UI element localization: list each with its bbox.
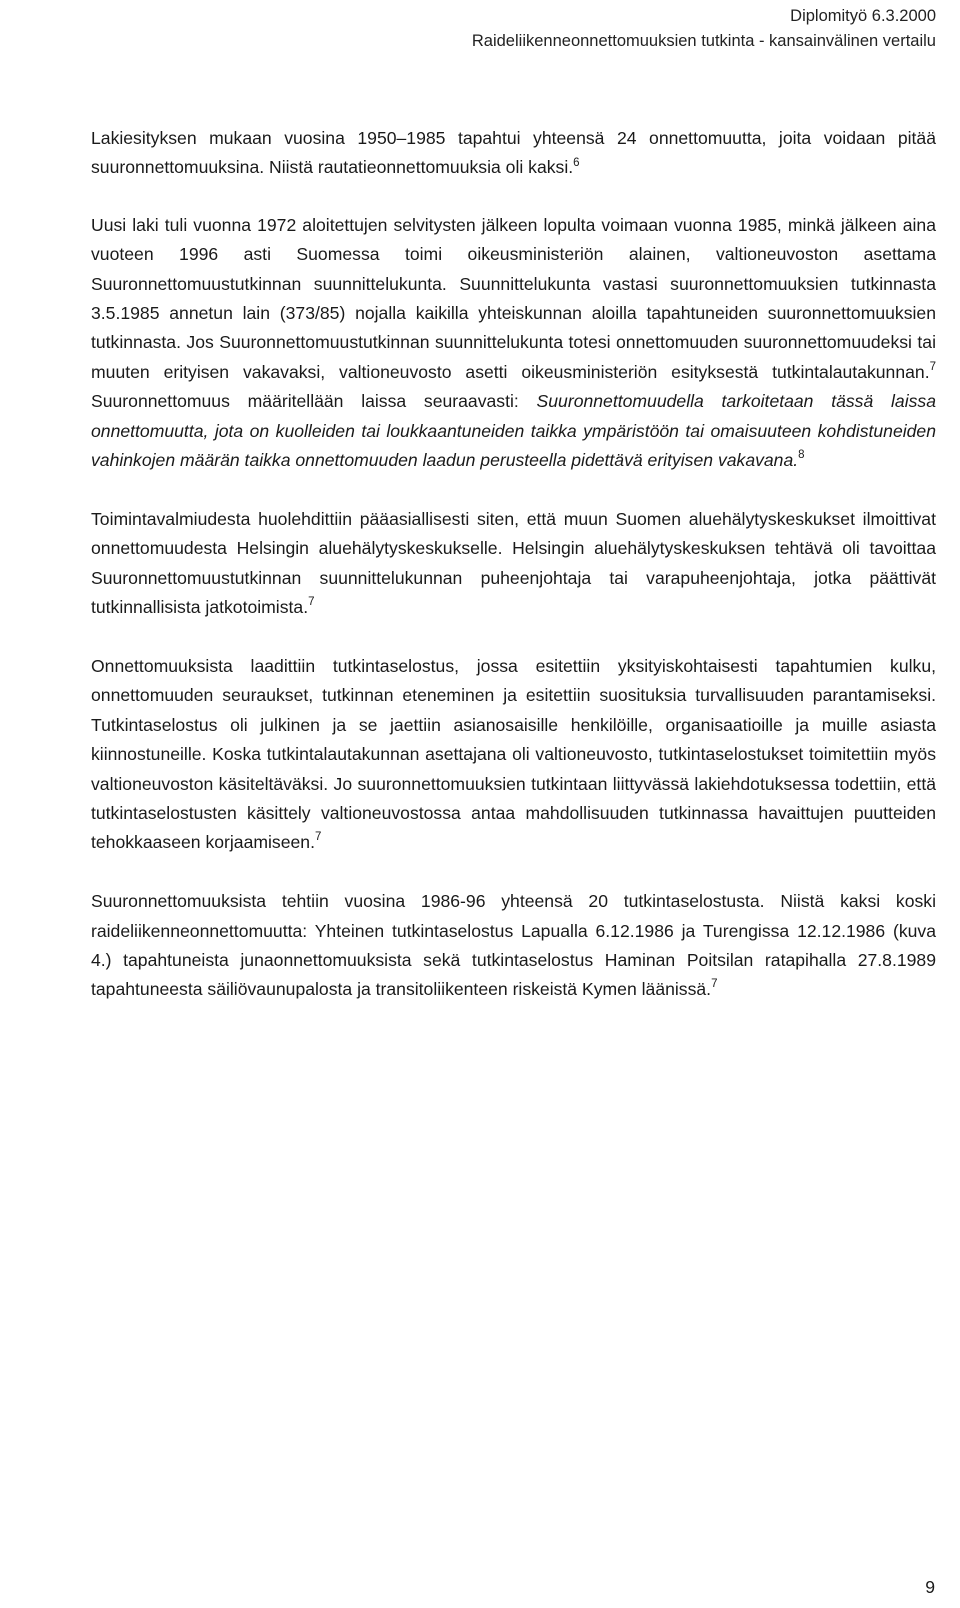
paragraph-2-text-cont: Suuronnettomuus määritellään laissa seuraavasti: (91, 391, 537, 412)
footnote-ref: 7 (929, 360, 936, 373)
document-body (91, 124, 936, 1034)
paragraph-4-text: Onnettomuuksista laadittiin tutkintaselostus, jossa esitettiin yksityiskohtaisesti tapahtumien kulku, onnettomuuden seuraukset, tutkinnan eteneminen ja esitettiin suosituksia turvallisuuden parantamiseksi. Tutkintaselostus oli julkinen ja se jaettiin asianosaisille henkilöille, organisaatioille ja muille asiasta kiinnostuneille. Koska tutkintalautakunnan asettajana oli valtioneuvosto, tutkintaselostukset toimitettiin myös valtioneuvoston käsiteltäväksi. Jo suuronnettomuuksien tutkintaan liittyvässä lakiehdotuksessa todettiin, että tutkintaselostusten käsittely valtioneuvostossa antaa mahdollisuuden tutkinnassa havaittujen puutteiden tehokkaaseen korjaamiseen. (91, 655, 936, 853)
paragraph-2 (91, 211, 936, 476)
footnote-ref: 7 (308, 596, 315, 609)
page-header (472, 4, 936, 54)
footnote-ref: 6 (573, 156, 580, 169)
footnote-ref: 7 (711, 978, 718, 991)
law-definition-quote: Suuronnettomuudella tarkoitetaan tässä laissa onnettomuutta, jota on kuolleiden tai loukkaantuneiden taikka ympäristöön tai omaisuuteen kohdistuneiden vahinkojen määrän taikka onnettomuuden laadun perusteella pidettävä erityisen vakavana. (91, 391, 936, 471)
footnote-ref: 7 (314, 831, 322, 844)
paragraph-1 (91, 124, 936, 183)
header-subtitle: Raideliikenneonnettomuuksien tutkinta - kansainvälinen vertailu (471, 32, 936, 50)
paragraph-1-text: Lakiesityksen mukaan vuosina 1950–1985 tapahtui yhteensä 24 onnettomuutta, joita voidaan pitää suuronnettomuuksina. Niistä rautatieonnettomuuksia oli kaksi. (91, 128, 936, 178)
paragraph-3-text: Toimintavalmiudesta huolehdittiin pääasiallisesti siten, että muun Suomen aluehälytyskeskukset ilmoittivat onnettomuudesta Helsingin aluehälytyskeskukselle. Helsingin aluehälytyskeskuksen tehtävä oli tavoittaa Suuronnettomuustutkinnan suunnittelukunnan puheenjohtaja tai varapuheenjohtaja, jotka päättivät tutkinnallisista jatkotoimista. (91, 508, 936, 618)
header-title: Diplomityö 6.3.2000 (790, 7, 936, 25)
paragraph-3 (91, 505, 936, 623)
paragraph-4 (91, 652, 936, 858)
paragraph-5 (91, 887, 936, 1005)
page-number: 9 (925, 1577, 935, 1597)
footnote-ref: 8 (798, 449, 805, 462)
paragraph-2-text: Uusi laki tuli vuonna 1972 aloitettujen selvitysten jälkeen lopulta voimaan vuonna 1985, minkä jälkeen aina vuoteen 1996 asti Suomessa toimi oikeusministeriön alainen, valtioneuvoston asettama Suuronnettomuustutkinnan suunnittelukunta. Suunnittelukunta vastasi suuronnettomuuksien tutkinnasta 3.5.1985 annetun lain (373/85) nojalla kaikilla yhteiskunnan aloilla tapahtuneiden suuronnettomuuksien tutkinnasta. Jos Suuronnettomuustutkinnan suunnittelukunta totesi onnettomuuden suuronnettomuudeksi tai muuten erityisen vakavaksi, valtioneuvosto asetti oikeusministeriön esityksestä tutkintalautakunnan. (91, 214, 936, 382)
paragraph-5-text: Suuronnettomuuksista tehtiin vuosina 1986-96 yhteensä 20 tutkintaselostusta. Niistä kaksi koski raideliikenneonnettomuutta: Yhteinen tutkintaselostus Lapualla 6.12.1986 ja Turengissa 12.12.1986 (kuva 4.) tapahtuneista junaonnettomuuksista sekä tutkintaselostus Haminan Poitsilan ratapihalla 27.8.1989 tapahtuneesta säiliövaunupalosta ja transitoliikenteen riskeistä Kymen läänissä. (91, 891, 936, 1000)
